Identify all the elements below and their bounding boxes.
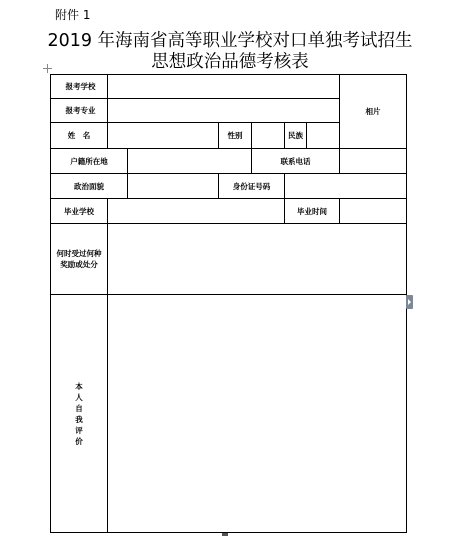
label-political-status: 政治面貌: [51, 174, 128, 199]
label-exam-major: 报考专业: [51, 99, 108, 123]
label-exam-school: 报考学校: [51, 75, 108, 99]
field-gender[interactable]: [252, 123, 285, 149]
field-exam-major[interactable]: [108, 99, 340, 123]
label-photo: 相片: [340, 75, 407, 149]
label-self-evaluation: [51, 295, 108, 533]
field-id-number[interactable]: [285, 174, 407, 199]
label-awards-punishments: 何时受过何种奖励或处分: [51, 224, 108, 295]
field-contact-phone[interactable]: [340, 149, 407, 174]
self-evaluation-char: 评: [75, 425, 83, 435]
title-line-1: 2019 年海南省高等职业学校对口单独考试招生: [47, 31, 413, 51]
field-political-status[interactable]: [128, 174, 219, 199]
field-graduation-school[interactable]: [108, 199, 285, 224]
field-graduation-time[interactable]: [340, 199, 407, 224]
label-ethnicity: 民族: [285, 123, 307, 149]
self-evaluation-char: 我: [75, 414, 83, 424]
field-ethnicity[interactable]: [307, 123, 340, 149]
label-graduation-school: 毕业学校: [51, 199, 108, 224]
self-evaluation-char: 本: [75, 381, 83, 391]
field-awards-punishments[interactable]: [108, 224, 407, 295]
title-line-2: 思想政治品德考核表: [151, 52, 309, 72]
label-household-registration: 户籍所在地: [51, 149, 128, 174]
attachment-label: 附件 1: [55, 8, 91, 22]
label-id-number: 身份证号码: [219, 174, 285, 199]
self-evaluation-char: 人: [75, 392, 83, 402]
label-name: 姓 名: [51, 123, 108, 149]
label-gender: 性别: [219, 123, 252, 149]
table-move-handle-icon[interactable]: [43, 64, 52, 73]
field-household-registration[interactable]: [128, 149, 252, 174]
self-evaluation-char: 价: [75, 436, 83, 446]
label-contact-phone: 联系电话: [252, 149, 340, 174]
field-exam-school[interactable]: [108, 75, 340, 99]
expand-arrow-icon[interactable]: [406, 295, 413, 309]
label-graduation-time: 毕业时间: [285, 199, 340, 224]
field-self-evaluation[interactable]: [108, 295, 407, 533]
assessment-form-table: [50, 74, 407, 533]
field-name[interactable]: [108, 123, 219, 149]
self-evaluation-char: 自: [75, 403, 83, 413]
